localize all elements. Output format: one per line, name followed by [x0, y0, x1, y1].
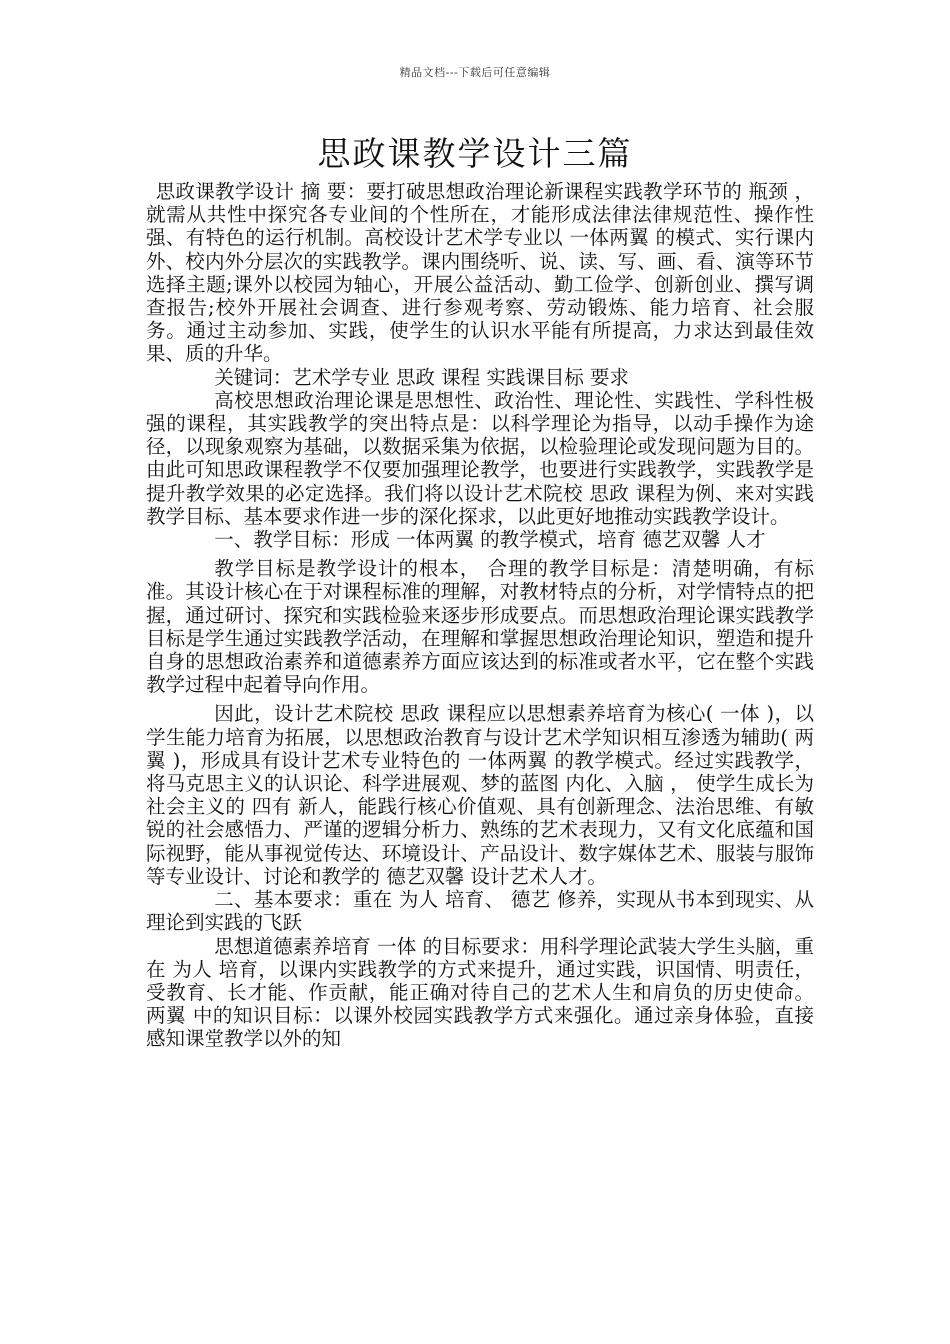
section-heading-2: 二、基本要求：重在 为人 培育、 德艺 修养，实现从书本到现实、从理论到实践的飞跃 — [146, 888, 814, 935]
body-paragraph: 思想道德素养培育 一体 的目标要求：用科学理论武装大学生头脑，重在 为人 培育，以课内实践教学的方式来提升，通过实践，识国情、明责任，受教育、长才能、作贡献，能正确对待自己的艺术人生和肩负的历史使命。 两翼 中的知识目标：以课外校园实践教学方式来强化。通过亲身体验，直接感知课堂教学以外的知 — [146, 934, 814, 1051]
section-heading-1: 一、教学目标：形成 一体两翼 的教学模式，培育 德艺双馨 人才 — [214, 528, 766, 552]
body-paragraph: 教学目标是教学设计的根本， 合理的教学目标是：清楚明确，有标准。其设计核心在于对课程标准的理解，对教材特点的分析，对学情特点的把握，通过研讨、探究和实践检验来逐步形成要点。而思想政治理论课实践教学目标是学生通过实践教学活动，在理解和掌握思想政治理论知识，塑造和提升自身的思想政治素养和道德素养方面应该达到的标准或者水平，它在整个实践教学过程中起着导向作用。 — [146, 557, 814, 697]
abstract-paragraph: 思政课教学设计 摘 要：要打破思想政治理论新课程实践教学环节的 瓶颈 ， 就需从共性中探究各专业间的个性所在，才能形成法律法律规范性、操作性强、有特色的运行机制。高校设计艺术学专业以 一体两翼 的模式、实行课内外、校内外分层次的实践教学。课内围绕听、说、读、写、画、看、演等环节选择主题;课外以校园为轴心，开展公益活动、勤工俭学、创新创业、撰写调查报告;校外开展社会调查、进行参观考察、劳动锻炼、能力培育、社会服务。通过主动参加、实践，使学生的认识水平能有所提高，力求达到最佳效果、质的升华。 — [146, 180, 814, 366]
body-paragraph: 高校思想政治理论课是思想性、政治性、理论性、实践性、学科性极强的课程，其实践教学的突出特点是：以科学理论为指导，以动手操作为途径，以现象观察为基础，以数据采集为依据，以检验理论或发现问题为目的。由此可知思政课程教学不仅要加强理论教学，也要进行实践教学，实践教学是提升教学效果的必定选择。我们将以设计艺术院校 思政 课程为例、来对实践教学目标、基本要求作进一步的深化探求，以此更好地推动实践教学设计。 — [146, 388, 814, 528]
document-title: 思政课教学设计三篇 — [317, 134, 633, 173]
body-paragraph: 因此，设计艺术院校 思政 课程应以思想素养培育为核心( 一体 )，以学生能力培育为拓展，以思想政治教育与设计艺术学知识相互渗透为辅助( 两翼 )，形成具有设计艺术专业特色的 一体两翼 的教学模式。经过实践教学，将马克思主义的认识论、科学进展观、梦的蓝图 内化、入脑 ， 使学生成长为社会主义的 四有 新人，能践行核心价值观、具有创新理念、法治思维、有敏锐的社会感悟力、严谨的逻辑分析力、熟练的艺术表现力，又有文化底蕴和国际视野，能从事视觉传达、环境设计、产品设计、数字媒体艺术、服装与服饰等专业设计、讨论和教学的 德艺双馨 设计艺术人才。 — [146, 702, 814, 888]
keywords-paragraph: 关键词：艺术学专业 思政 课程 实践课目标 要求 — [214, 365, 630, 389]
header-note: 精品文档---下载后可任意编辑 — [399, 66, 551, 79]
document-body — [146, 180, 814, 1051]
